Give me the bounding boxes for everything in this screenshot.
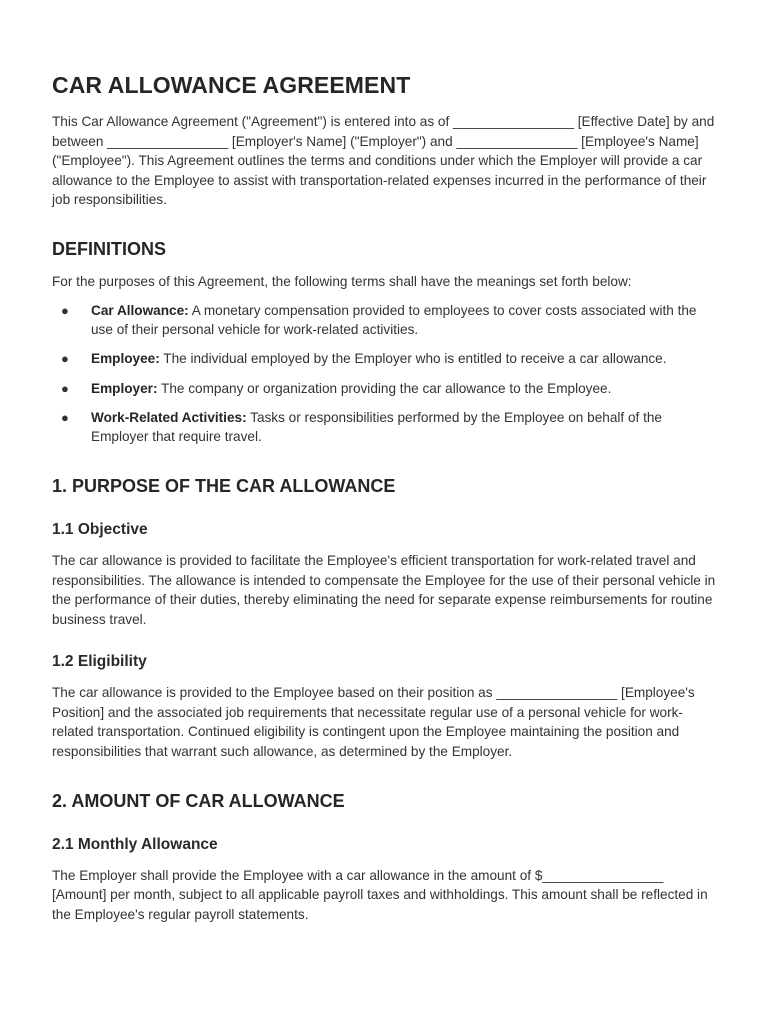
definition-term: Employee: (91, 351, 160, 367)
subsection-1-2-heading: 1.2 Eligibility (52, 653, 147, 671)
definition-item (52, 379, 718, 399)
section-1-heading: 1. PURPOSE OF THE CAR ALLOWANCE (52, 475, 396, 496)
definition-text: A monetary compensation provided to employees to cover costs associated with the use of their personal vehicle for work-related activities. (91, 302, 697, 338)
definition-item (52, 349, 718, 369)
monthly-allowance-paragraph: The Employer shall provide the Employee with a car allowance in the amount of $________________ [Amount] per month, subject to all applicable payroll taxes and withholdings. This amount shall be reflected in the Employee's regular payroll statements. (52, 867, 708, 922)
definition-term: Work-Related Activities: (91, 409, 247, 425)
definition-term: Employer: (91, 380, 158, 396)
subsection-2-1-heading: 2.1 Monthly Allowance (52, 835, 218, 853)
bullet-icon: ● (61, 409, 69, 425)
definitions-list (52, 301, 718, 447)
definition-item (52, 301, 718, 340)
definition-text: The company or organization providing the car allowance to the Employee. (157, 380, 612, 396)
definition-term: Car Allowance: (91, 302, 189, 318)
bullet-icon: ● (61, 380, 69, 396)
eligibility-paragraph: The car allowance is provided to the Employee based on their position as ________________ [Employee's Position] and the associated job requirements that necessitate regular use of a personal vehicle for work-related transportation. Continued eligibility is contingent upon the Employee maintaining the position and responsibilities that warrant such allowance, as determined by the Employer. (52, 685, 695, 760)
definitions-lead: For the purposes of this Agreement, the following terms shall have the meanings set forth below: (52, 273, 632, 289)
document-title: CAR ALLOWANCE AGREEMENT (52, 72, 411, 98)
objective-paragraph: The car allowance is provided to facilitate the Employee's efficient transportation for work-related travel and responsibilities. The allowance is intended to compensate the Employee for the use of their personal vehicle in the performance of their duties, thereby eliminating the need for separate expense reimbursements for routine business travel. (52, 552, 716, 627)
definition-text: The individual employed by the Employer who is entitled to receive a car allowance. (159, 351, 667, 367)
bullet-icon: ● (61, 351, 69, 367)
intro-paragraph: This Car Allowance Agreement ("Agreement") is entered into as of ________________ [Effective Date] by and between ________________ [Employer's Name] ("Employer") and ________________ [Employee's Name] ("Employee"). This Agreement outlines the terms and conditions under which the Employer will provide a car allowance to the Employee to assist with transportation-related expenses incurred in the performance of their job responsibilities. (52, 114, 715, 208)
definition-text: Tasks or responsibilities performed by the Employee on behalf of the Employer that require travel. (91, 409, 662, 445)
subsection-1-1-heading: 1.1 Objective (52, 520, 148, 538)
definition-item (52, 408, 718, 447)
section-2-heading: 2. AMOUNT OF CAR ALLOWANCE (52, 790, 345, 811)
definitions-heading: DEFINITIONS (52, 238, 167, 259)
bullet-icon: ● (61, 302, 69, 318)
